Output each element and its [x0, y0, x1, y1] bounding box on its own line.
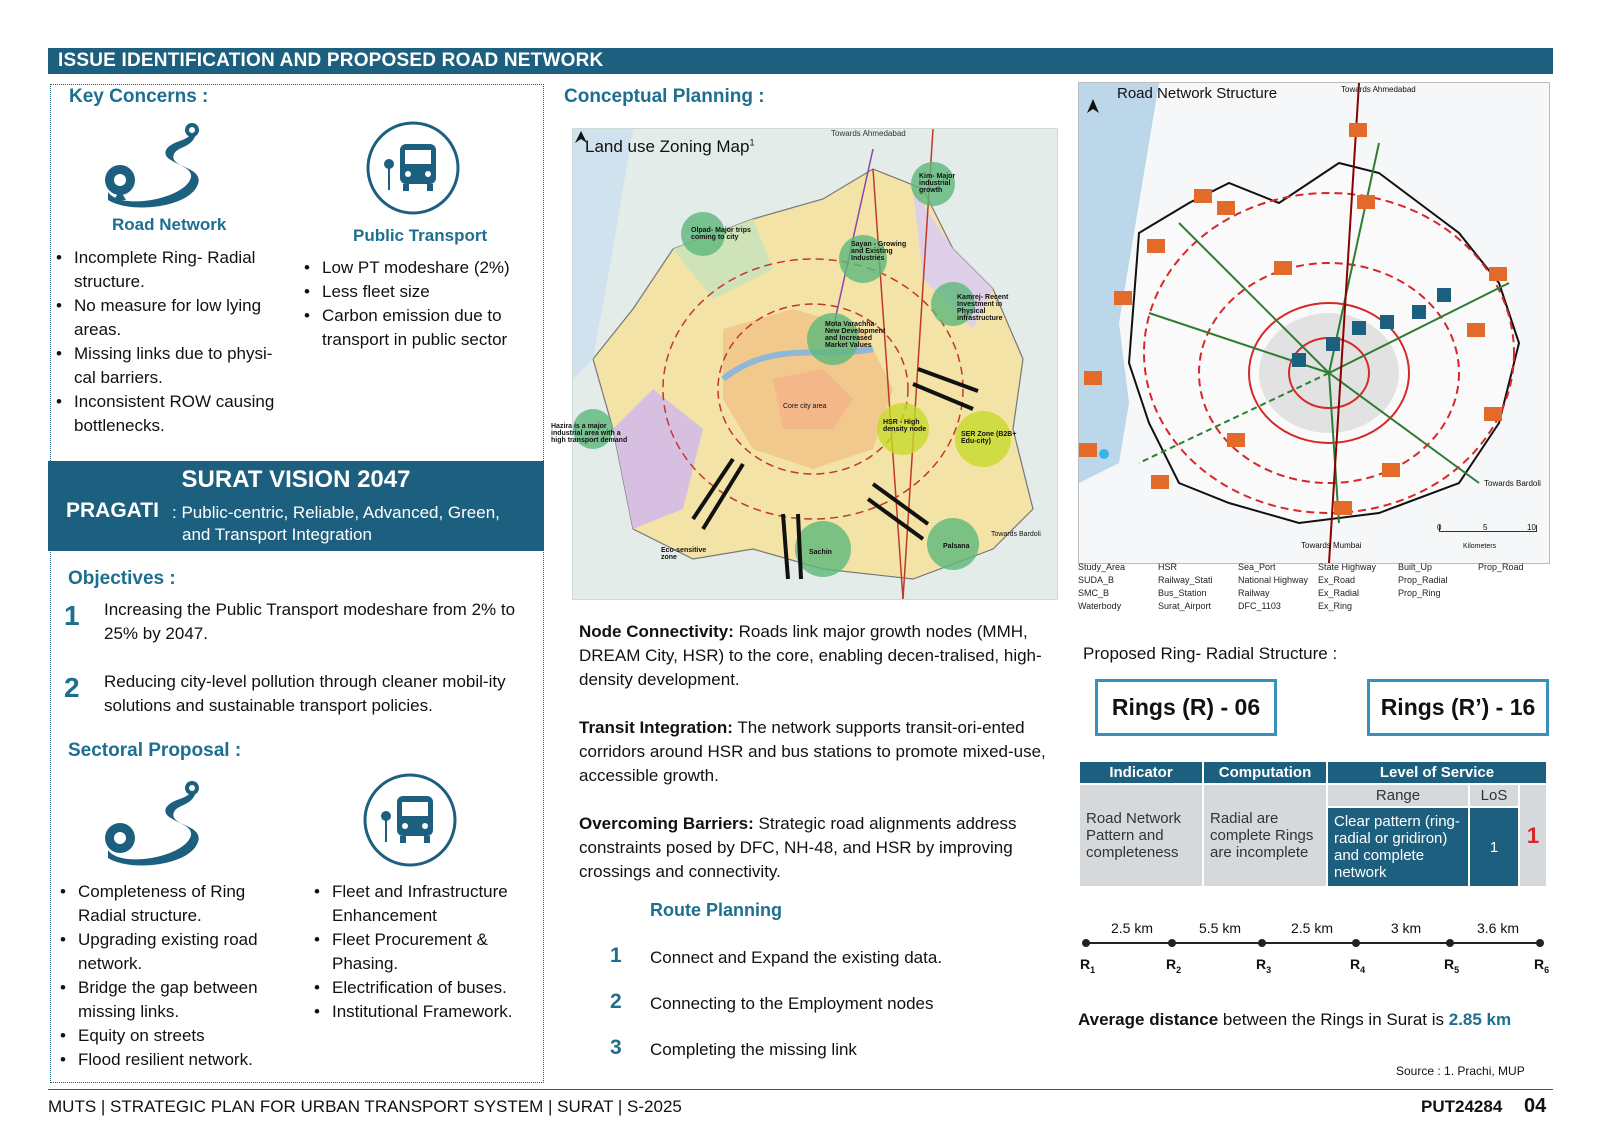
legend-item: Prop_Radial	[1398, 575, 1448, 585]
footer-code: PUT24284	[1421, 1097, 1503, 1116]
legend-item: SUDA_B	[1078, 575, 1115, 585]
list-item: • No measure for low lying areas.	[52, 294, 292, 342]
route-text: Connecting to the Employment nodes	[650, 994, 934, 1013]
route-number: 3	[610, 1036, 622, 1059]
avg-value: 2.85 km	[1448, 1010, 1512, 1029]
list-item: • Low PT modeshare (2%)	[300, 256, 540, 280]
list-item: • Flood resilient network.	[56, 1048, 286, 1072]
legend-item: Ex_Radial	[1318, 588, 1360, 598]
legend-item: SMC_B	[1078, 588, 1110, 598]
ring-node-dot	[1168, 939, 1176, 947]
table-header: Indicator	[1079, 761, 1203, 784]
scale-label: 5	[1483, 523, 1488, 532]
map-label: Towards Mumbai	[1301, 541, 1362, 550]
segment-distance-label: 5.5 km	[1198, 920, 1241, 936]
map-title	[585, 137, 754, 157]
legend-item: Prop_Road	[1478, 562, 1524, 572]
ring-node-dot	[1536, 939, 1544, 947]
legend-item: State Highway	[1318, 562, 1377, 572]
computation-cell: Radial are complete Rings are incomplete	[1203, 784, 1327, 887]
distance-line	[1086, 942, 1540, 944]
route-number: 2	[610, 990, 622, 1013]
avg-bold: Average distance	[1078, 1010, 1219, 1029]
scale-unit: Kilometers	[1463, 543, 1497, 550]
map-label: Hazira is a major industrial area with a high transport demand	[551, 423, 628, 444]
overcoming-barriers-paragraph	[579, 812, 1049, 884]
segment-distance-label: 2.5 km	[1290, 920, 1333, 936]
sectoral-transport-list	[310, 880, 540, 1024]
legend-item: Waterbody	[1078, 601, 1122, 611]
page-title: ISSUE IDENTIFICATION AND PROPOSED ROAD NETWORK	[58, 50, 604, 71]
legend-item: Bus_Station	[1158, 588, 1207, 598]
table-header: Computation	[1203, 761, 1327, 784]
bus-icon	[365, 120, 461, 216]
page-number: 04	[1524, 1095, 1547, 1117]
ring-node-label: $R_4$	[1350, 956, 1366, 975]
list-item: • Institutional Framework.	[310, 1000, 540, 1024]
road-network-concerns-list	[52, 246, 292, 438]
legend-item: DFC_1103	[1238, 601, 1281, 611]
paragraph-text: Roads link major growth nodes (MMH, DREAM City, HSR) to the core, enabling decen-tralised, high-density development.	[579, 622, 1042, 689]
pragati-text: : Public-centric, Reliable, Advanced, Green,	[172, 503, 500, 522]
road-network-map	[1078, 82, 1550, 564]
list-item: • Carbon emission due to transport in public sector	[300, 304, 540, 352]
public-transport-concerns-list	[300, 256, 540, 352]
legend-item: Built_Up	[1398, 562, 1433, 572]
objectives-title: Objectives :	[68, 568, 176, 589]
road-network-map-graphic	[1079, 83, 1549, 563]
segment-distance-label: 3 km	[1390, 920, 1422, 936]
vision-banner	[48, 461, 544, 551]
ring-node-dot	[1082, 939, 1090, 947]
rings-r-box: Rings (R) - 06	[1095, 679, 1277, 736]
vision-title: SURAT VISION 2047	[181, 466, 411, 493]
map-label: Towards Bardoli	[1484, 479, 1541, 488]
ring-node-label: $R_5$	[1444, 956, 1460, 975]
map-title-text: Land use Zoning Map	[585, 137, 750, 156]
map-label: Kim- Major industrial growth	[919, 173, 956, 194]
list-item: • Incomplete Ring- Radial structure.	[52, 246, 292, 294]
legend-item: Ex_Road	[1318, 575, 1356, 585]
route-planning-title: Route Planning	[650, 900, 782, 920]
los-cell: 1	[1469, 807, 1519, 887]
ring-node-label: $R_6$	[1534, 956, 1550, 975]
objective-text: Reducing city-level pollution through cleaner mobil-ity solutions and sustainable transport policies.	[104, 672, 506, 715]
list-item: • Bridge the gap between missing links.	[56, 976, 286, 1024]
objective-number: 1	[64, 600, 80, 631]
scale-label: 10	[1527, 523, 1536, 532]
indicator-cell: Road Network Pattern and completeness	[1079, 784, 1203, 887]
legend-item: Ex_Ring	[1318, 601, 1353, 611]
map-label: Mota Varachha- New Development and Increased Market Values	[825, 321, 886, 349]
scale-bar	[1439, 525, 1537, 532]
list-item: • Missing links due to physi-cal barriers.	[52, 342, 292, 390]
road-network-icon	[100, 778, 205, 870]
segment-distance-label: 2.5 km	[1110, 920, 1153, 936]
transit-integration-paragraph	[579, 716, 1049, 788]
map-label: Eco-sensitive zone	[661, 547, 707, 561]
ring-node-label: $R_1$	[1080, 956, 1096, 975]
legend-item: Sea_Port	[1238, 562, 1276, 572]
ring-node-dot	[1352, 939, 1360, 947]
rings-r-prime-box: Rings (R’) - 16	[1367, 679, 1549, 736]
list-item: • Fleet and Infrastructure Enhancement	[310, 880, 540, 928]
legend-item: Prop_Ring	[1398, 588, 1441, 598]
pragati-text-2: and Transport Integration	[182, 525, 372, 544]
list-item: • Completeness of Ring Radial structure.	[56, 880, 286, 928]
ring-node-label: $R_3$	[1256, 956, 1272, 975]
map-label: Kamrej- Recent Investment in Physical infrastructure	[957, 294, 1009, 322]
pragati-label: PRAGATI	[66, 499, 159, 522]
route-number: 1	[610, 944, 622, 967]
list-item: • Fleet Procurement & Phasing.	[310, 928, 540, 976]
los-header: LoS	[1469, 784, 1519, 807]
list-item: • Less fleet size	[300, 280, 540, 304]
conceptual-title: Conceptual Planning :	[564, 86, 765, 107]
average-distance-text	[1078, 1010, 1511, 1030]
sectoral-road-list	[56, 880, 286, 1072]
list-item: • Upgrading existing road network.	[56, 928, 286, 976]
ring-distance-diagram	[1080, 920, 1550, 980]
road-network-label: Road Network	[112, 215, 227, 234]
road-network-map-title: Road Network Structure	[1117, 85, 1278, 102]
paragraph-heading: Node Connectivity:	[579, 622, 734, 641]
route-text: Completing the missing link	[650, 1040, 857, 1059]
map-label: SER Zone (B2B+ Edu-city)	[961, 431, 1017, 445]
bus-icon	[362, 772, 458, 868]
objective-number: 2	[64, 672, 80, 703]
legend-item: Study_Area	[1078, 562, 1126, 572]
avg-text: between the Rings in Surat is	[1218, 1010, 1449, 1029]
legend-item: Surat_Airport	[1158, 601, 1212, 611]
list-item: • Electrification of buses.	[310, 976, 540, 1000]
paragraph-text: Strategic road alignments address constraints posed by DFC, NH-48, and HSR by improving crossings and connectivity.	[579, 814, 1017, 881]
paragraph-heading: Overcoming Barriers:	[579, 814, 754, 833]
sectoral-title: Sectoral Proposal :	[68, 740, 242, 761]
map-label: Sayan - Growing and Existing Industries	[851, 241, 907, 262]
key-concerns-title: Key Concerns :	[69, 86, 209, 107]
list-item: • Equity on streets	[56, 1024, 286, 1048]
los-table	[1078, 760, 1548, 888]
map-label: Towards Bardoli	[991, 531, 1041, 538]
segment-distance-label: 3.6 km	[1476, 920, 1519, 936]
map-legend	[1078, 562, 1548, 612]
map-title-sup: 1	[749, 137, 755, 148]
public-transport-label: Public Transport	[353, 226, 488, 245]
ring-node-dot	[1258, 939, 1266, 947]
legend-item: National Highway	[1238, 575, 1309, 585]
source-note: Source : 1. Prachi, MUP	[1396, 1064, 1525, 1078]
table-header: Level of Service	[1327, 761, 1547, 784]
map-label: Palsana	[943, 543, 970, 550]
footer-divider	[48, 1089, 1553, 1090]
legend-item: Railway	[1238, 588, 1270, 598]
range-cell: Clear pattern (ring-radial or gridiron) and complete network	[1327, 807, 1469, 887]
proposed-title: Proposed Ring- Radial Structure :	[1083, 644, 1338, 663]
legend-item: Railway_Stati	[1158, 575, 1213, 585]
los-score: 1	[1519, 784, 1547, 887]
road-network-icon	[100, 120, 205, 212]
ring-node-label: $R_2$	[1166, 956, 1182, 975]
route-text: Connect and Expand the existing data.	[650, 948, 943, 967]
legend-item: HSR	[1158, 562, 1178, 572]
map-label: Towards Ahmedabad	[831, 129, 906, 138]
land-use-map-graphic	[573, 129, 1057, 599]
header-bar	[48, 48, 1553, 74]
paragraph-heading: Transit Integration:	[579, 718, 733, 737]
scale-label: 0	[1437, 523, 1442, 532]
land-use-map	[551, 128, 1058, 600]
map-label: Core city area	[783, 403, 827, 410]
map-label: Towards Ahmedabad	[1341, 85, 1416, 94]
list-item: • Inconsistent ROW causing bottlenecks.	[52, 390, 292, 438]
map-label: Olpad- Major trips coming to city	[691, 227, 751, 241]
ring-node-dot	[1446, 939, 1454, 947]
range-header: Range	[1327, 784, 1469, 807]
paragraph-text: The network supports transit-ori-ented corridors around HSR and bus stations to promote mixed-use, accessible growth.	[579, 718, 1046, 785]
map-label: HSR - High density node	[883, 419, 927, 433]
node-connectivity-paragraph	[579, 620, 1049, 692]
map-label: Sachin	[809, 549, 832, 556]
footer-text: MUTS | STRATEGIC PLAN FOR URBAN TRANSPORT SYSTEM | SURAT | S-2025	[48, 1097, 682, 1116]
objective-text: Increasing the Public Transport modeshare from 2% to 25% by 2047.	[104, 600, 516, 643]
